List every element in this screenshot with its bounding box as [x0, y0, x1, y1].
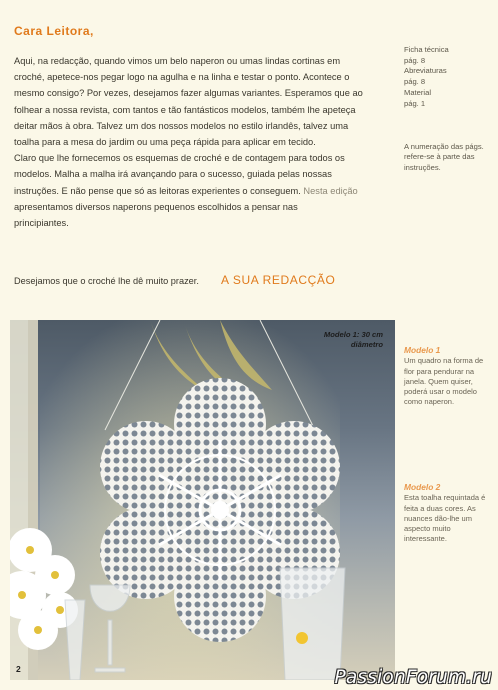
model-1-text: Um quadro na forma de flor para pendurar na janela. Quem quiser, poderá usar o modelo como naperon. [404, 356, 484, 407]
intro-line: apresentamos diversos naperons pequenos escolhidos a pensar nas [14, 201, 298, 212]
intro-line: Aqui, na redacção, quando vimos um belo naperon ou umas lindas cortinas em [14, 56, 341, 66]
letter-heading: Cara Leitora, [14, 24, 94, 38]
intro-line: principiantes. [14, 218, 69, 229]
ref-page: pág. 8 [404, 77, 426, 87]
model-1-description [404, 345, 492, 408]
ref-label: Material [404, 87, 432, 97]
model-2-text: Esta toalha requintada é feita a duas cores. As nuances dão-lhe um aspecto muito interessante. [404, 493, 486, 544]
ref-page: pág. 1 [404, 98, 426, 108]
page-number: 2 [16, 664, 21, 674]
site-watermark: PassionForum.ru [334, 667, 492, 688]
doily-photo-illustration [10, 320, 395, 680]
intro-line: mesmo consigo? Por vezes, desejamos fazer algumas variantes. Esperamos que ao [14, 88, 363, 99]
intro-line-faded: Nesta edição [303, 185, 358, 196]
editorial-signature: A SUA REDACÇÃO [221, 273, 336, 287]
model-2-title: Modelo 2 [404, 482, 441, 492]
closing-sentence: Desejamos que o croché lhe dê muito prazer. [14, 276, 199, 286]
intro-line: folhear a nossa revista, com tantos e tão fantásticos modelos, também lhe apeteça [14, 104, 356, 115]
intro-letter [14, 53, 386, 231]
intro-line: modelos. Malha a malha irá avançando para o sucesso, guiada pelas nossas [14, 169, 332, 180]
intro-line-main: instruções. E não pense que só as leitoras experientes o conseguem. [14, 185, 301, 196]
intro-line [14, 183, 386, 199]
intro-line: Claro que lhe fornecemos os esquemas de croché e de contagem para todos os [14, 153, 345, 164]
ref-label: Ficha técnica [404, 45, 449, 54]
model-1-title: Modelo 1 [404, 345, 441, 355]
page-references [404, 45, 494, 109]
ref-page: pág. 8 [404, 55, 426, 65]
intro-line: deitar mãos à obra. Talvez um dos nossos modelos no estilo irlandês, talvez uma [14, 120, 349, 131]
photo-caption: Modelo 1: 30 cm diâmetro [323, 330, 383, 349]
ref-label: Abreviaturas [404, 66, 447, 76]
intro-line: toalha para a mesa do jardim ou uma peça rápida para aplicar em tecido. [14, 137, 316, 148]
intro-line: croché, apetece-nos pegar logo na agulha e na linha e testar o ponto. Acontece o [14, 72, 350, 83]
page-numbering-note: A numeração das págs. refere-se à parte das instruções. [404, 142, 484, 172]
model-2-description [404, 482, 492, 545]
doily-photo [10, 320, 395, 680]
